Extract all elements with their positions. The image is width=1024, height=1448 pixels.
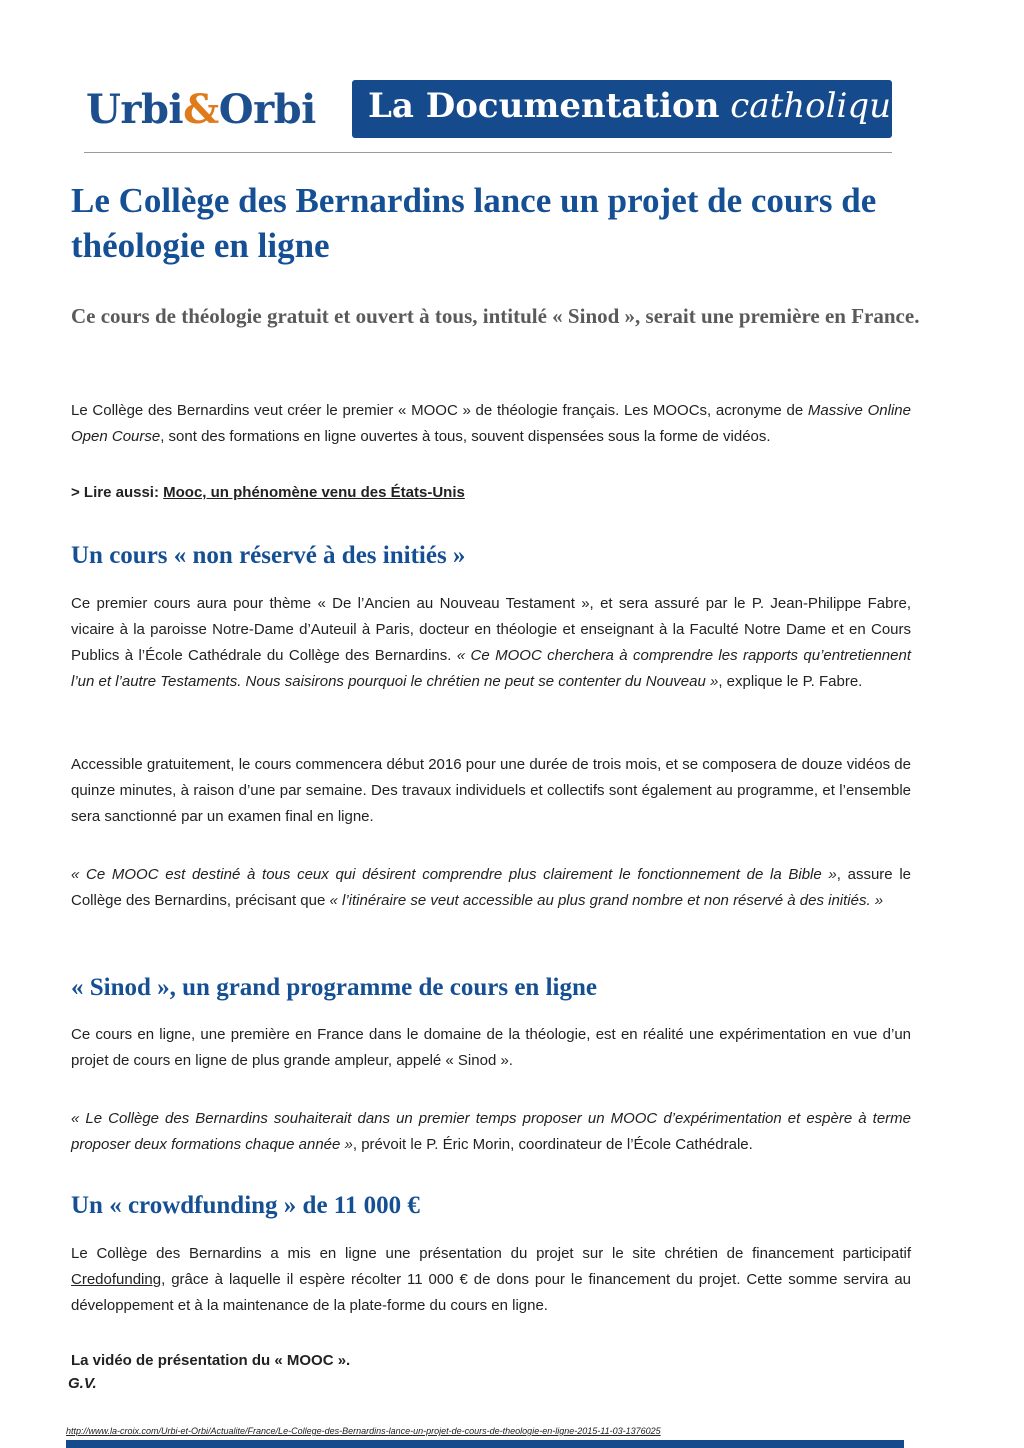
read-also-link[interactable]: Mooc, un phénomène venu des États-Unis (163, 484, 465, 501)
paragraph-course-theme-quote: « Ce MOOC cherchera à comprendre les rapports qu’entretiennent l’un et l’autre Testaments. Nous saisirons pourquoi le chrétien ne peut se contenter du Nouveau » (71, 647, 911, 690)
logo-urbi: Urbi (86, 86, 184, 133)
paragraph-quote-bible-quote-1: « Ce MOOC est destiné à tous ceux qui désirent comprendre plus clairement le fonctionnement de la Bible » (71, 866, 837, 883)
article-lede: Ce cours de théologie gratuit et ouvert à tous, intitulé « Sinod », serait une première en France. (71, 304, 920, 328)
paragraph-morin-quote-quote: « Le Collège des Bernardins souhaiterait dans un premier temps proposer un MOOC d’expérimentation et espère à terme proposer deux formations chaque année » (71, 1110, 911, 1153)
paragraph-morin-quote (71, 1106, 911, 1158)
documentation-catholique-logo[interactable] (352, 80, 912, 138)
article-title: Le Collège des Bernardins lance un projet de cours de théologie en ligne (71, 181, 877, 265)
paragraph-course-theme-text-a: Ce premier cours aura pour thème « De l’Ancien au Nouveau Testament », et sera assuré par le P. Jean-Philippe Fabre, vicaire à la paroisse Notre-Dame d’Auteuil à Paris, docteur en théologie et enseignant à la Faculté Notre Dame et en Cours Publics à l’École Cathédrale du Collège des Bernardins. (71, 595, 911, 664)
paragraph-quote-bible-text: , assure le Collège des Bernardins, précisant que (71, 866, 911, 909)
header-divider (84, 152, 892, 153)
section-heading-2: « Sinod », un grand programme de cours en ligne (71, 974, 597, 1001)
logo-ampersand: & (183, 86, 219, 133)
section-heading-1: Un cours « non réservé à des initiés » (71, 542, 466, 569)
paragraph-intro-emphasis: Massive Online Open Course (71, 402, 911, 445)
paragraph-sinod: Ce cours en ligne, une première en France dans le domaine de la théologie, est en réalité une expérimentation en vue d’un projet de cours en ligne de plus grande ampleur, appelé « Sinod ». (71, 1026, 911, 1069)
video-caption: La vidéo de présentation du « MOOC ». (71, 1352, 351, 1369)
credofunding-link[interactable]: Credofunding (71, 1271, 162, 1288)
author-signature: G.V. (68, 1375, 97, 1392)
paragraph-intro (71, 398, 911, 450)
paragraph-intro-text-b: , sont des formations en ligne ouvertes à tous, souvent dispensées sous la forme de vidéos. (160, 428, 771, 445)
paragraph-quote-bible (71, 862, 911, 914)
paragraph-crowdfunding-text-a: Le Collège des Bernardins a mis en ligne une présentation du projet sur le site chrétien de financement participatif (71, 1245, 911, 1262)
logo-orbi: Orbi (218, 86, 316, 133)
paragraph-intro-text-a: Le Collège des Bernardins veut créer le premier « MOOC » de théologie français. Les MOOCs, acronyme de (71, 402, 808, 419)
paragraph-course-theme-text-b: , explique le P. Fabre. (718, 673, 863, 690)
footer-bar (66, 1440, 904, 1448)
paragraph-crowdfunding-text-b: , grâce à laquelle il espère récolter 11 000 € de dons pour le financement du projet. Cette somme servira au développement et à la maintenance de la plate-forme du cours en ligne. (71, 1271, 911, 1314)
read-also (71, 484, 465, 501)
section-heading-3: Un « crowdfunding » de 11 000 € (71, 1192, 420, 1219)
logo-documentation: La Documentation (368, 86, 720, 126)
paragraph-course-theme (71, 591, 911, 695)
paragraph-access: Accessible gratuitement, le cours commencera début 2016 pour une durée de trois mois, et se composera de douze vidéos de quinze minutes, à raison d’une par semaine. Des travaux individuels et collectifs sont également au programme, et l’ensemble sera sanctionné par un examen final en ligne. (71, 756, 911, 825)
paragraph-crowdfunding (71, 1241, 911, 1319)
paragraph-morin-quote-text: , prévoit le P. Éric Morin, coordinateur de l’École Cathédrale. (352, 1136, 753, 1153)
paragraph-quote-bible-quote-2: « l’itinéraire se veut accessible au plus grand nombre et non réservé à des initiés. » (329, 892, 884, 909)
logo-catholique: catholique (730, 86, 912, 126)
read-also-prefix: > Lire aussi: (71, 484, 164, 501)
source-url-link[interactable]: http://www.la-croix.com/Urbi-et-Orbi/Actualite/France/Le-College-des-Bernardins-lance-un-projet-de-cours-de-theologie-en-ligne-2015-11-03-1376025 (66, 1426, 661, 1436)
urbi-orbi-logo[interactable] (86, 86, 316, 133)
masthead (86, 80, 912, 140)
